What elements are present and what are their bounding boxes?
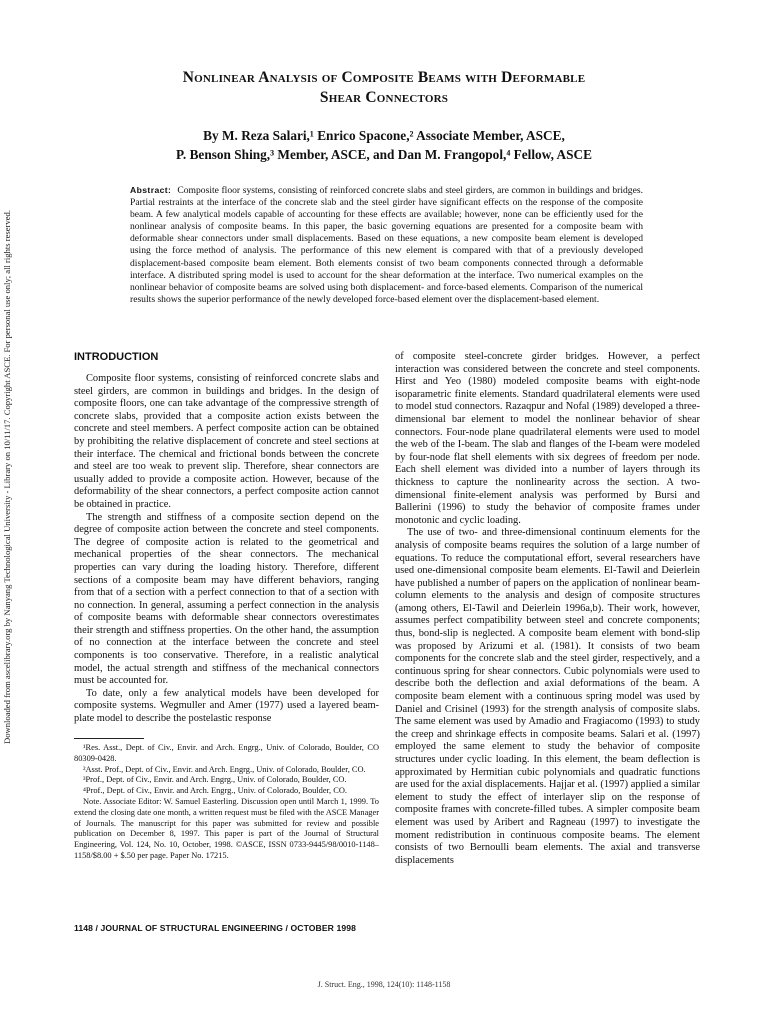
right-column (395, 351, 700, 867)
title-line-2: Shear Connectors (319, 89, 449, 106)
footnote-2: ²Asst. Prof., Dept. of Civ., Envir. and Arch. Engrg., Univ. of Colorado, Boulder, CO. (83, 764, 366, 774)
body-paragraph: The strength and stiffness of a composite section depend on the degree of composite action between the concrete and steel components. The degree of composite action is related to the geometrical and mechanical properties of the shear connectors. The mechanical properties can vary during the loading history. Therefore, different sections of a composite beam may have different behaviors, ranging from that of a section with a perfect connection to that of a section with no connection. In general, assuming a perfect connection in the analysis of composite beams with deformable shear connectors overestimates their strength and stiffness properties. On the other hand, the assumption of no connection at the interface between the concrete and steel components is too conservative. Therefore, in a realistic analytical model, the actual strength and stiffness of the mechanical connectors must be accounted for. (74, 511, 379, 687)
citation-line: J. Struct. Eng., 1998, 124(10): 1148-1158 (317, 980, 451, 989)
author-block (80, 126, 688, 164)
abstract-text: Composite floor systems, consisting of reinforced concrete slabs and steel girders, are common in buildings and bridges. Partial restraints at the interface of the concrete slab and the steel girder have significant effects on the response of the composite beam. A few analytical models capable of accounting for these effects are available; however, none can be efficiently used for the nonlinear analysis of composite beams. In this paper, the basic governing equations are presented for a composite beam with deformable shear connectors under small displacements. Based on these equations, a new composite beam element is developed using the force method of analysis. The performance of this new element is compared with that of a previously developed displacement-based composite beam element. Both elements consist of two beam components connected through a deformable interface. A distributed spring model is used to account for the shear deformation at the interface. Two numerical examples on the nonlinear behavior of composite beams are solved using both displacement- and force-based elements. Comparison of the numerical results shows the superior performance of the newly developed force-based element over the displacement-based element. (130, 185, 643, 305)
footnote-3: ³Prof., Dept. of Civ., Envir. and Arch. Engrg., Univ. of Colorado, Boulder, CO. (83, 775, 347, 785)
title-line-1: Nonlinear Analysis of Composite Beams with Deformable (182, 69, 586, 86)
body-paragraph: The use of two- and three-dimensional continuum elements for the analysis of composite beams requires the solution of a large number of equations. To reduce the computational effort, several researchers have used one-dimensional composite beam elements. El-Tawil and Deierlein have published a number of papers on the application of nonlinear beam-column elements to the analysis and design of composite structures (among others, El-Tawil and Deierlein 1996a,b). Their work, however, assumes perfect compatibility between steel and concrete components; thus, bond-slip is neglected. A composite beam element with bond-slip was proposed by Arizumi et al. (1981). It consists of two beam components for the concrete slab and the steel girder, respectively, and a continuous spring for shear connectors. Cubic polynomials were used to describe both the deflection and axial deformations of the beam. A composite beam element with a continuous spring model was used by Daniel and Crisinel (1993) for the strength analysis of composite slabs. The same element was used by Amadio and Fragiacomo (1993) to study the creep and shrinkage effects in composite beams. Salari et al. (1997) employed the same element to study the behavior of composite structures under cyclic loading. In this element, the beam deflection is approximated by Hermitian cubic polynomials and quadratic functions are used for the axial displacements. Hajjar et al. (1997) applied a similar element to study the effect of interlayer slip on the response of composite frames with concrete-filled tubes. A simpler composite beam element was used by Aribert and Ragneau (1997) to investigate the moment redistribution in continuous composite beams. The element consists of two Bernoulli beam elements. The axial and transverse displacements (395, 527, 700, 866)
authors-line-2: P. Benson Shing,³ Member, ASCE, and Dan M. Frangopol,⁴ Fellow, ASCE (176, 147, 592, 162)
body-paragraph: To date, only a few analytical models have been developed for composite systems. Wegmuller and Amer (1977) used a layered beam-plate model to describe the postelastic response (74, 687, 379, 725)
footnotes (74, 743, 379, 862)
footnote-1: ¹Res. Asst., Dept. of Civ., Envir. and Arch. Engrg., Univ. of Colorado, Boulder, CO 80309-0428. (74, 743, 379, 763)
left-column (74, 351, 379, 726)
footnote-divider (74, 738, 144, 739)
abstract (130, 184, 643, 306)
body-paragraph: Composite floor systems, consisting of reinforced concrete slabs and steel girders, are common in buildings and bridges. In the design of composite floors, one can take advantage of the compressive strength of concrete slabs, provided that a composite action exists between the concrete and steel members. A perfect composite action can be obtained by prohibiting the relative displacement of concrete and steel sections at their interface. The chemical and frictional bonds between the concrete and steel are too weak to prevent slip. Therefore, shear connectors are usually added to provide a composite action. However, because of the deformability of the shear connectors, a perfect composite action cannot be obtained in practice. (74, 373, 379, 510)
footnote-4: ⁴Prof., Dept. of Civ., Envir. and Arch. Engrg., Univ. of Colorado, Boulder, CO. (83, 786, 347, 796)
paper-title (80, 68, 688, 108)
abstract-label: Abstract: (130, 185, 172, 195)
download-watermark (0, 210, 14, 750)
section-heading-introduction: INTRODUCTION (74, 351, 159, 363)
watermark-text: Downloaded from ascelibrary.org by Nanyang Technological University - Library on 10/11/17. Copyright ASCE. For personal use only; all rights reserved. (2, 210, 12, 745)
authors-line-1: By M. Reza Salari,¹ Enrico Spacone,² Associate Member, ASCE, (203, 128, 565, 143)
running-footer: 1148 / JOURNAL OF STRUCTURAL ENGINEERING / OCTOBER 1998 (74, 923, 356, 933)
body-paragraph: of composite steel-concrete girder bridges. However, a perfect interaction was considered between the concrete and steel components. Hirst and Yeo (1980) modeled composite beams with eight-node isoparametric finite elements. Standard quadrilateral elements were used to model stud connectors. Razaqpur and Nofal (1989) developed a three-dimensional bar element to model the nonlinear behavior of shear connectors. Four-node plane quadrilateral elements were used to model the web of the I-beam. The slab and flanges of the I-beam were modeled by four-node flat shell elements with six degrees of freedom per node. Each shell element was divided into a number of layers through its thickness to capture the nonlinearity across the section. A two-dimensional finite-element analysis was performed by Bursi and Ballerini (1996) to study the behavior of composite frames under monotonic and cyclic loading. (395, 351, 700, 526)
footnote-note: Note. Associate Editor: W. Samuel Easterling. Discussion open until March 1, 1999. To extend the closing date one month, a written request must be filed with the ASCE Manager of Journals. The manuscript for this paper was submitted for review and possible publication on December 8, 1997. This paper is part of the Journal of Structural Engineering, Vol. 124, No. 10, October, 1998. ©ASCE, ISSN 0733-9445/98/0010-1148–1158/$8.00 + $.50 per page. Paper No. 17215. (74, 796, 379, 860)
